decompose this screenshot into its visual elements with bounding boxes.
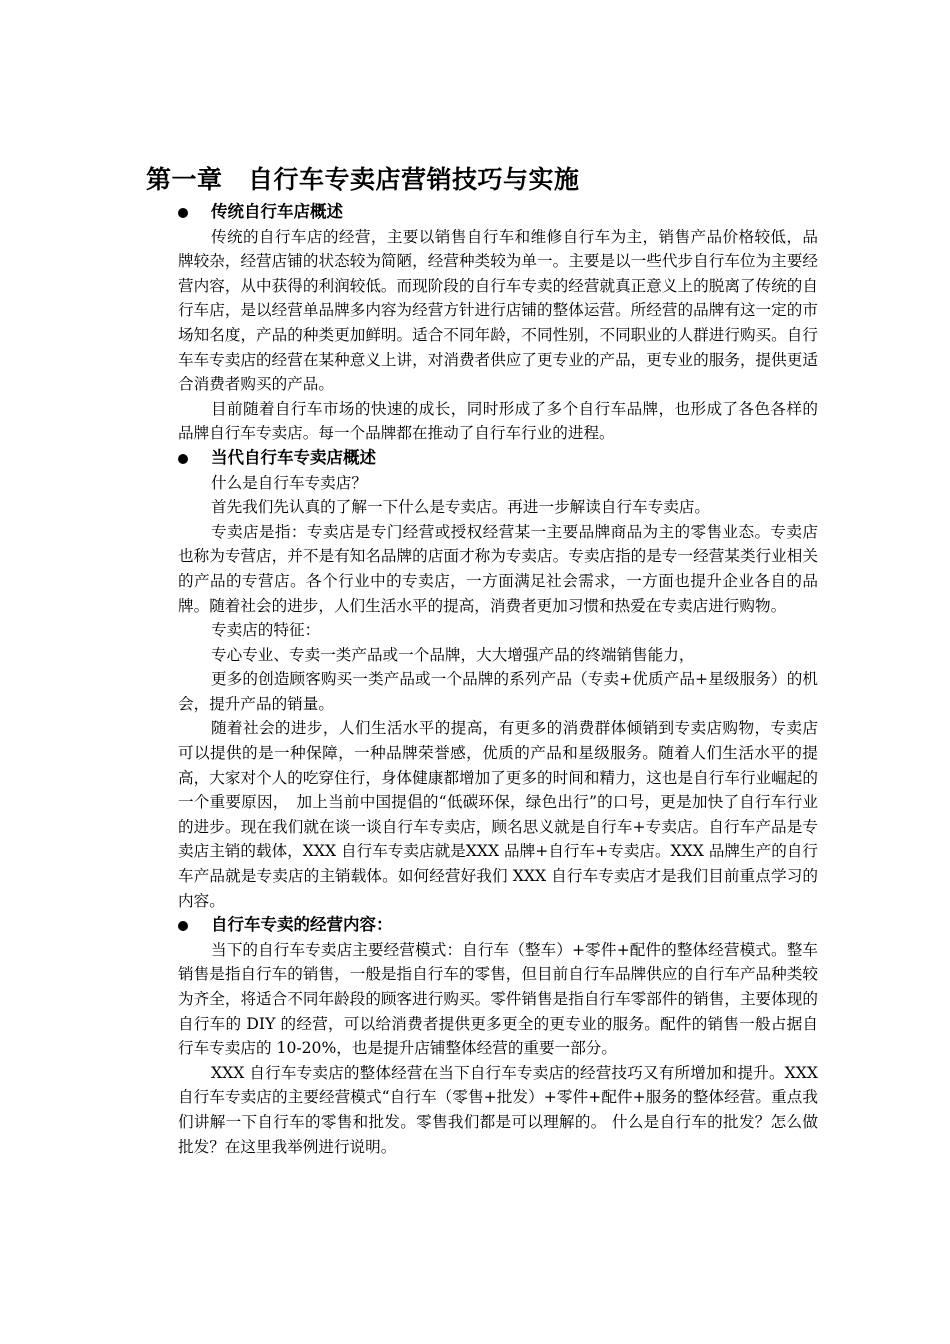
bullet-icon (178, 208, 188, 218)
paragraph: 首先我们先认真的了解一下什么是专卖店。再进一步解读自行车专卖店。 (211, 498, 711, 517)
section-heading-text: 当代自行车专卖店概述 (211, 447, 376, 467)
paragraph: 什么是自行车专卖店？ (211, 473, 367, 492)
paragraph: 专卖店的特征： (211, 621, 321, 640)
paragraph: 当下的自行车专卖店主要经营模式：自行车（整车）+零件+配件的整体经营模式。整车销售是指自行车的销售，一般是指自行车的零售，但目前自行车品牌供应的自行车产品种类较为齐全，将适合不同年龄段的顾客进行购买。零件销售是指自行车零部件的销售，主要体现的自行车的 DIY 的经营，可以给消费者提供更多更全的更专业的服务。配件的销售一般占据自行车专卖店的 10-20%，也是提升店铺整体经营的重要一部分。 (178, 940, 818, 1058)
paragraph: 传统的自行车店的经营，主要以销售自行车和维修自行车为主，销售产品价格较低，品牌较杂，经营店铺的状态较为简陋，经营种类较为单一。主要是以一些代步自行车位为主要经营内容，从中获得的利润较低。而现阶段的自行车专卖的经营就真正意义上的脱离了传统的自行车店，是以经营单品牌多内容为经营方针进行店铺的整体运营。所经营的品牌有这一定的市场知名度，产品的种类更加鲜明。适合不同年龄，不同性别，不同职业的人群进行购买。自行车车专卖店的经营在某种意义上讲，对消费者供应了更专业的产品，更专业的服务，提供更适合消费者购买的产品。 (178, 227, 818, 394)
paragraph: 目前随着自行车市场的快速的成长，同时形成了多个自行车品牌，也形成了各色各样的品牌自行车专卖店。每一个品牌都在推动了自行车行业的进程。 (178, 399, 818, 443)
paragraph: 专心专业、专卖一类产品或一个品牌，大大增强产品的终端销售能力， (211, 645, 695, 664)
bullet-icon (178, 454, 188, 464)
chapter-title: 第一章 自行车专卖店营销技巧与实施 (146, 165, 580, 194)
section-heading-text: 传统自行车店概述 (211, 202, 343, 221)
paragraph: 更多的创造顾客购买一类产品或一个品牌的系列产品（专卖+优质产品+星级服务）的机会，提升产品的销量。 (178, 670, 818, 713)
section-heading-text: 自行车专卖的经营内容： (211, 915, 393, 935)
section-heading (178, 913, 818, 938)
paragraph: 随着社会的进步，人们生活水平的提高，有更多的消费群体倾销到专卖店购物，专卖店可以提供的是一种保障，一种品牌荣誉感，优质的产品和星级服务。随着人们生活水平的提高，大家对个人的吃穿住行，身体健康都增加了更多的时间和精力，这也是自行车行业崛起的一个重要原因， 加上当前中国提倡的“低碳环保，绿色出行”的口号，更是加快了自行车行业的进步。现在我们就在谈一谈自行车专卖店，顾名思义就是自行车+专卖店。自行车产品是专卖店主销的载体，XXX 自行车专卖店就是XXX 品牌+自行车+专卖店。XXX 品牌生产的自行车产品就是专卖店的主销载体。如何经营好我们 XXX 自行车专卖店才是我们目前重点学习的内容。 (178, 719, 818, 910)
paragraph: XXX 自行车专卖店的整体经营在当下自行车专卖店的经营技巧又有所增加和提升。XXX 自行车专卖店的主要经营模式“自行车（零售+批发）+零件+配件+服务的整体经营。重点我们讲解一下自行车的零售和批发。零售我们都是可以理解的。 什么是自行车的批发？怎么做批发？在这里我举例进行说明。 (178, 1063, 818, 1156)
bullet-icon (178, 921, 188, 931)
section-heading (178, 200, 818, 225)
paragraph: 专卖店是指：专卖店是专门经营或授权经营某一主要品牌商品为主的零售业态。专卖店也称为专营店，并不是有知名品牌的店面才称为专卖店。专卖店指的是专一经营某类行业相关的产品的专营店。各个行业中的专卖店，一方面满足社会需求，一方面也提升企业各自的品牌。随着社会的进步，人们生活水平的提高，消费者更加习惯和热爱在专卖店进行购物。 (178, 522, 818, 615)
document-body (178, 200, 818, 1159)
section-heading (178, 446, 818, 471)
